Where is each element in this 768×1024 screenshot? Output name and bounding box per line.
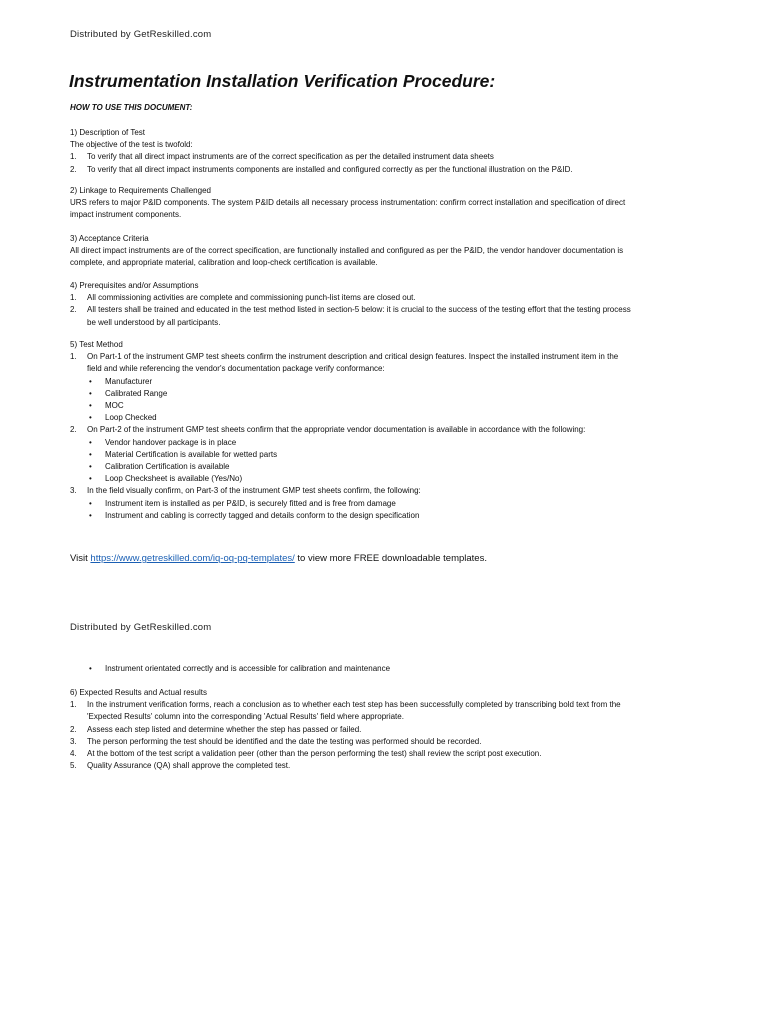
list-number: 2.	[70, 164, 77, 174]
list-item	[70, 485, 700, 497]
list-text: On Part-2 of the instrument GMP test sheets confirm that the appropriate vendor documentation is available in accordance with the following:	[87, 425, 586, 435]
bullet-item	[70, 412, 700, 424]
list-number: 2.	[70, 305, 77, 315]
list-item	[70, 164, 700, 176]
list-text: The person performing the test should be identified and the date the testing was performed should be recorded.	[87, 736, 482, 746]
list-text: To verify that all direct impact instruments are of the correct specification as per the detailed instrument data sheets	[87, 152, 494, 162]
list-text-continued: be well understood by all participants.	[87, 317, 221, 327]
bullet-text: Material Certification is available for wetted parts	[105, 449, 278, 459]
visit-suffix: to view more FREE downloadable templates.	[294, 553, 487, 564]
list-number: 2.	[70, 724, 77, 734]
visit-prefix: Visit	[70, 553, 91, 564]
section-heading: 4) Prerequisites and/or Assumptions	[70, 281, 199, 290]
list-item	[70, 151, 700, 163]
section-expected-results	[70, 687, 700, 772]
list-item	[70, 424, 700, 436]
list-text: On Part-1 of the instrument GMP test sheets confirm the instrument description and critical design features. Inspect the installed instrument item in the	[87, 352, 619, 362]
bullet-item	[70, 473, 700, 485]
list-text: In the field visually confirm, on Part-3 of the instrument GMP test sheets confirm, the following:	[87, 486, 421, 496]
list-text-continued: field and while referencing the vendor's documentation package verify conformance:	[87, 364, 385, 374]
section-prerequisites	[70, 280, 700, 329]
list-number: 4.	[70, 749, 77, 759]
list-item	[70, 760, 700, 772]
section-heading: 2) Linkage to Requirements Challenged	[70, 186, 211, 195]
list-text: All testers shall be trained and educated in the test method listed in section-5 below: it is crucial to the success of the testing effort that the testing process	[87, 305, 631, 315]
list-number: 5.	[70, 761, 77, 771]
list-item	[70, 304, 700, 316]
bullet-text: Instrument item is installed as per P&ID, is securely fitted and is free from damage	[105, 498, 396, 508]
templates-link[interactable]: https://www.getreskilled.com/iq-oq-pq-templates/	[90, 553, 295, 564]
section-acceptance-criteria	[70, 233, 700, 270]
bullet-item	[70, 400, 700, 412]
bullet-text: Instrument and cabling is correctly tagged and details conform to the design specification	[105, 510, 420, 520]
distributed-by-header: Distributed by GetReskilled.com	[70, 29, 212, 40]
bullet-icon: •	[89, 401, 92, 411]
bullet-text: MOC	[105, 401, 124, 411]
bullet-text: Loop Checked	[105, 413, 157, 423]
paragraph: The objective of the test is twofold:	[70, 140, 193, 150]
bullet-item	[70, 498, 700, 510]
bullet-text: Calibration Certification is available	[105, 462, 230, 472]
section-heading: 1) Description of Test	[70, 128, 145, 137]
bullet-text: Calibrated Range	[105, 388, 168, 398]
list-item	[70, 699, 700, 711]
bullet-item	[70, 510, 700, 522]
list-text: At the bottom of the test script a validation peer (other than the person performing the test) shall review the script post execution.	[87, 749, 542, 759]
bullet-icon: •	[89, 437, 92, 447]
bullet-item	[70, 461, 700, 473]
list-text-continued: 'Expected Results' column into the corresponding 'Actual Results' field where appropriate.	[87, 712, 404, 722]
section-linkage	[70, 185, 700, 222]
bullet-icon: •	[89, 474, 92, 484]
list-number: 3.	[70, 486, 77, 496]
section-heading: 5) Test Method	[70, 340, 123, 349]
bullet-icon: •	[89, 376, 92, 386]
list-number: 1.	[70, 293, 77, 303]
bullet-text: Manufacturer	[105, 376, 153, 386]
visit-line	[70, 553, 487, 564]
bullet-icon: •	[89, 462, 92, 472]
how-to-heading: HOW TO USE THIS DOCUMENT:	[70, 103, 193, 112]
distributed-by-header-page2: Distributed by GetReskilled.com	[70, 622, 212, 633]
list-text: Assess each step listed and determine whether the step has passed or failed.	[87, 724, 362, 734]
section-heading: 6) Expected Results and Actual results	[70, 688, 207, 697]
bullet-text: Loop Checksheet is available (Yes/No)	[105, 474, 243, 484]
section-heading: 3) Acceptance Criteria	[70, 234, 149, 243]
bullet-icon: •	[89, 498, 92, 508]
list-text: All commissioning activities are complete and commissioning punch-list items are closed out.	[87, 293, 416, 303]
list-text: To verify that all direct impact instruments components are installed and configured correctly as per the functional illustration on the P&ID.	[87, 164, 573, 174]
list-item	[70, 724, 700, 736]
bullet-item	[70, 388, 700, 400]
list-item	[70, 748, 700, 760]
paragraph-line: All direct impact instruments are of the correct specification, are functionally installed and configured as per the P&ID, the vendor handover documentation is	[70, 246, 624, 256]
bullet-icon: •	[89, 413, 92, 423]
list-item	[70, 736, 700, 748]
section-description-of-test	[70, 127, 700, 176]
document-title: Instrumentation Installation Verification Procedure:	[69, 71, 496, 91]
bullet-text: Vendor handover package is in place	[105, 437, 237, 447]
bullet-icon: •	[89, 664, 92, 673]
bullet-text: Instrument orientated correctly and is accessible for calibration and maintenance	[105, 664, 391, 673]
list-item	[70, 351, 700, 363]
list-number: 2.	[70, 425, 77, 435]
bullet-icon: •	[89, 510, 92, 520]
list-number: 1.	[70, 152, 77, 162]
bullet-item	[70, 437, 700, 449]
list-number: 1.	[70, 700, 77, 710]
list-text: In the instrument verification forms, reach a conclusion as to whether each test step has been successfully completed by transcribing bold text from the	[87, 700, 621, 710]
page2-bullet-list	[70, 663, 700, 675]
paragraph-line: impact instrument components.	[70, 210, 182, 220]
bullet-item	[70, 449, 700, 461]
bullet-icon: •	[89, 388, 92, 398]
list-number: 3.	[70, 736, 77, 746]
section-test-method	[70, 339, 700, 522]
list-number: 1.	[70, 352, 77, 362]
list-text: Quality Assurance (QA) shall approve the completed test.	[87, 761, 291, 771]
bullet-icon: •	[89, 449, 92, 459]
paragraph-line: URS refers to major P&ID components. The system P&ID details all necessary process instrumentation: confirm correct installation and specification of direct	[70, 198, 626, 208]
bullet-item	[70, 663, 700, 675]
bullet-item	[70, 376, 700, 388]
list-item	[70, 292, 700, 304]
paragraph-line: complete, and appropriate material, calibration and loop-check certification is available.	[70, 258, 378, 268]
